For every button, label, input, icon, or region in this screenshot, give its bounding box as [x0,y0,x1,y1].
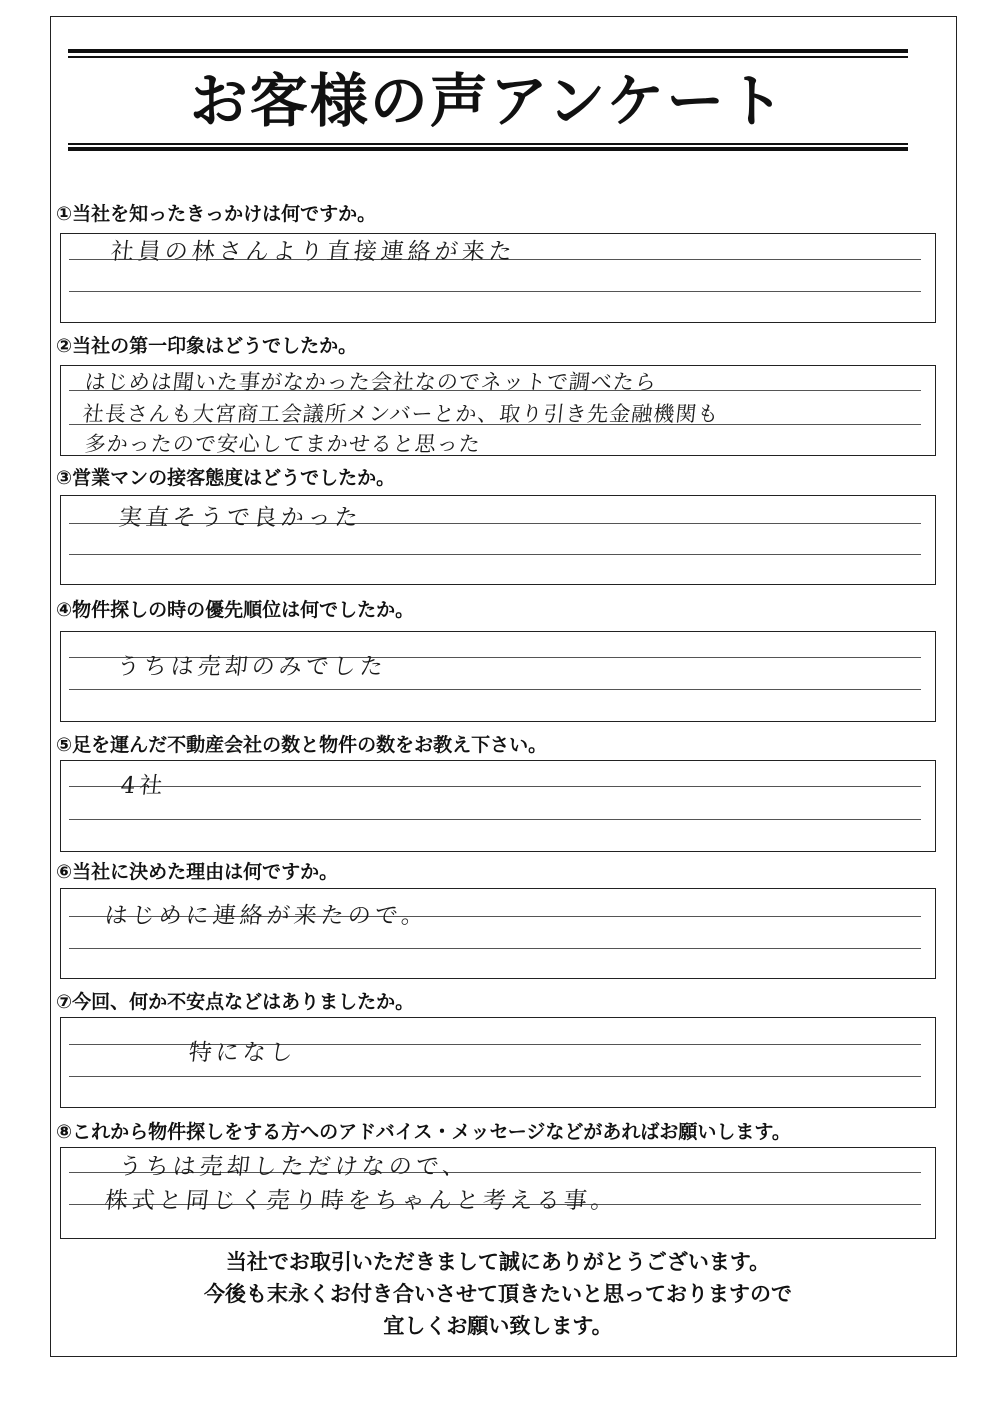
title-rule-top-thick [68,49,908,53]
title-rule-bottom-thick [68,147,908,151]
answer-box-7 [60,1017,936,1108]
answer-7-line-1: 特になし [187,1040,299,1066]
question-7-label: ⑦今回、何か不安点などはありましたか。 [56,991,415,1013]
answer-6-line-1: はじめに連絡が来たので。 [103,903,430,929]
answer-box-4 [60,631,936,722]
answer-rule [69,819,921,820]
question-6-label: ⑥当社に決めた理由は何ですか。 [56,861,339,883]
answer-box-5 [60,760,936,852]
question-3-label: ③営業マンの接客態度はどうでしたか。 [56,467,396,489]
answer-1-line-1: 社員の林さんより直接連絡が来た [109,239,518,265]
answer-2-line-1: はじめは聞いた事がなかった会社なのでネットで調べたら [83,370,659,394]
answer-box-3 [60,495,936,585]
title-rule-top-thin [68,56,908,58]
answer-box-2 [60,365,936,456]
question-5-label: ⑤足を運んだ不動産会社の数と物件の数をお教え下さい。 [56,734,548,756]
answer-8-line-2: 株式と同じく売り時をちゃんと考える事。 [103,1188,620,1214]
answer-8-line-1: うちは売却しただけなので、 [117,1154,471,1180]
answer-box-6 [60,888,936,979]
answer-box-8 [60,1147,936,1239]
answer-rule [69,1076,921,1077]
closing-line-1: 当社でお取引いただきまして誠にありがとうございます。 [225,1250,771,1274]
page-title: お客様の声アンケート [189,67,787,135]
question-2-label: ②当社の第一印象はどうでしたか。 [56,335,358,357]
answer-rule [69,554,921,555]
answer-3-line-1: 実直そうで良かった [117,505,364,531]
question-4-label: ④物件探しの時の優先順位は何でしたか。 [56,599,415,621]
question-8-label: ⑧これから物件探しをする方へのアドバイス・メッセージなどがあればお願いします。 [56,1121,791,1143]
closing-line-3: 宜しくお願い致します。 [383,1314,613,1338]
answer-2-line-3: 多かったので安心してまかせると思った [83,432,483,456]
answer-rule [69,948,921,949]
closing-line-2: 今後も末永くお付き合いさせて頂きたいと思っておりますので [204,1282,792,1306]
title-rule-bottom-thin [68,143,908,145]
answer-rule [69,786,921,787]
answer-rule [69,291,921,292]
answer-2-line-2: 社長さんも大宮商工会議所メンバーとか、取り引き先金融機関も [81,402,721,426]
answer-box-1 [60,233,936,323]
answer-5-line-1: 4社 [119,773,168,799]
answer-rule [69,689,921,690]
question-1-label: ①当社を知ったきっかけは何ですか。 [56,203,377,225]
answer-4-line-1: うちは売却のみでした [115,654,389,680]
